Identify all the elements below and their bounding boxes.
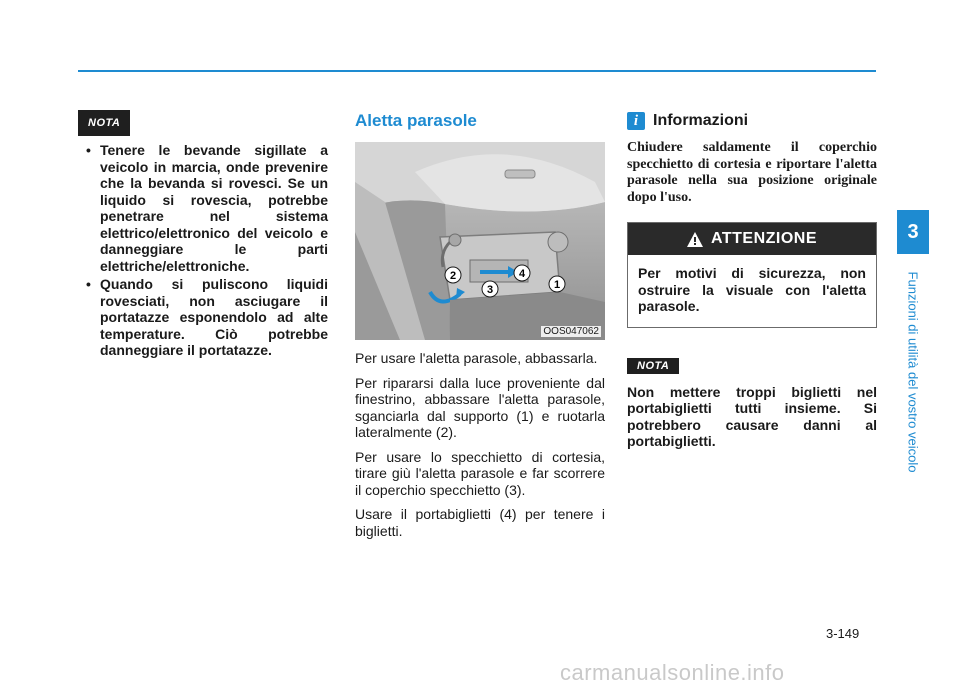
info-text: Chiudere saldamente il coperchio specchietto di cortesia e riportare l'aletta parasole nella sua posizione originale dopo l'uso. [627, 140, 877, 205]
nota-badge-right: NOTA [627, 358, 679, 374]
warning-title: ATTENZIONE [710, 230, 818, 247]
sun-visor-figure [355, 142, 605, 340]
column-left [78, 110, 328, 361]
nota-badge: NOTA [78, 110, 130, 136]
warning-header [628, 223, 876, 255]
nota-bullet-list [78, 142, 328, 359]
info-title: Informazioni [653, 112, 749, 129]
paragraph-1: Per usare l'aletta parasole, abbassarla. [355, 350, 598, 366]
nota-bullet-1: • Tenere le bevande sigillate a veicolo in marcia, onde prevenire che la bevanda si rovesci. Se un liquido si rovescia, potrebbe penetrare nel sistema elettrico/elettronico del veicolo e danneggiare le parti elettriche/elettroniche. [78, 142, 328, 274]
info-header [627, 110, 877, 132]
chapter-tab: 3 [897, 210, 929, 254]
sun-visor-illustration [355, 142, 605, 340]
page-number: 3-149 [826, 626, 860, 641]
callout-3: 3 [486, 284, 494, 296]
callout-2: 2 [449, 270, 457, 282]
figure-code: OOS047062 [543, 326, 599, 337]
nota-text-right: Non mettere troppi biglietti nel portabiglietti tutti insieme. Si potrebbero causare danni al portabiglietti. [627, 383, 877, 449]
warning-triangle-icon [687, 232, 703, 247]
chapter-title: Funzioni di utilità del vostro veicolo [905, 271, 921, 473]
info-icon: i [627, 112, 645, 130]
callout-1: 1 [553, 279, 561, 291]
top-rule [78, 70, 876, 72]
watermark: carmanualsonline.info [560, 660, 785, 685]
paragraph-4: Usare il portabiglietti (4) per tenere i biglietti. [355, 506, 605, 539]
section-title: Aletta parasole [355, 111, 477, 130]
paragraph-2: Per ripararsi dalla luce proveniente dal finestrino, abbassare l'aletta parasole, sganciarla dal supporto (1) e ruotarla lateralmente (2). [355, 374, 605, 440]
warning-box [627, 222, 877, 328]
column-middle [355, 110, 605, 539]
nota-bullet-2: • Quando si puliscono liquidi rovesciati, non asciugare il portatazze esponendolo ad alte temperature. Ciò potrebbe danneggiare il portatazze. [78, 276, 328, 359]
warning-text: Per motivi di sicurezza, non ostruire la visuale con l'aletta parasole. [638, 265, 866, 314]
column-right [627, 110, 877, 450]
callout-4: 4 [518, 268, 526, 280]
paragraph-3: Per usare lo specchietto di cortesia, tirare giù l'aletta parasole e far scorrere il coperchio specchietto (3). [355, 448, 605, 498]
